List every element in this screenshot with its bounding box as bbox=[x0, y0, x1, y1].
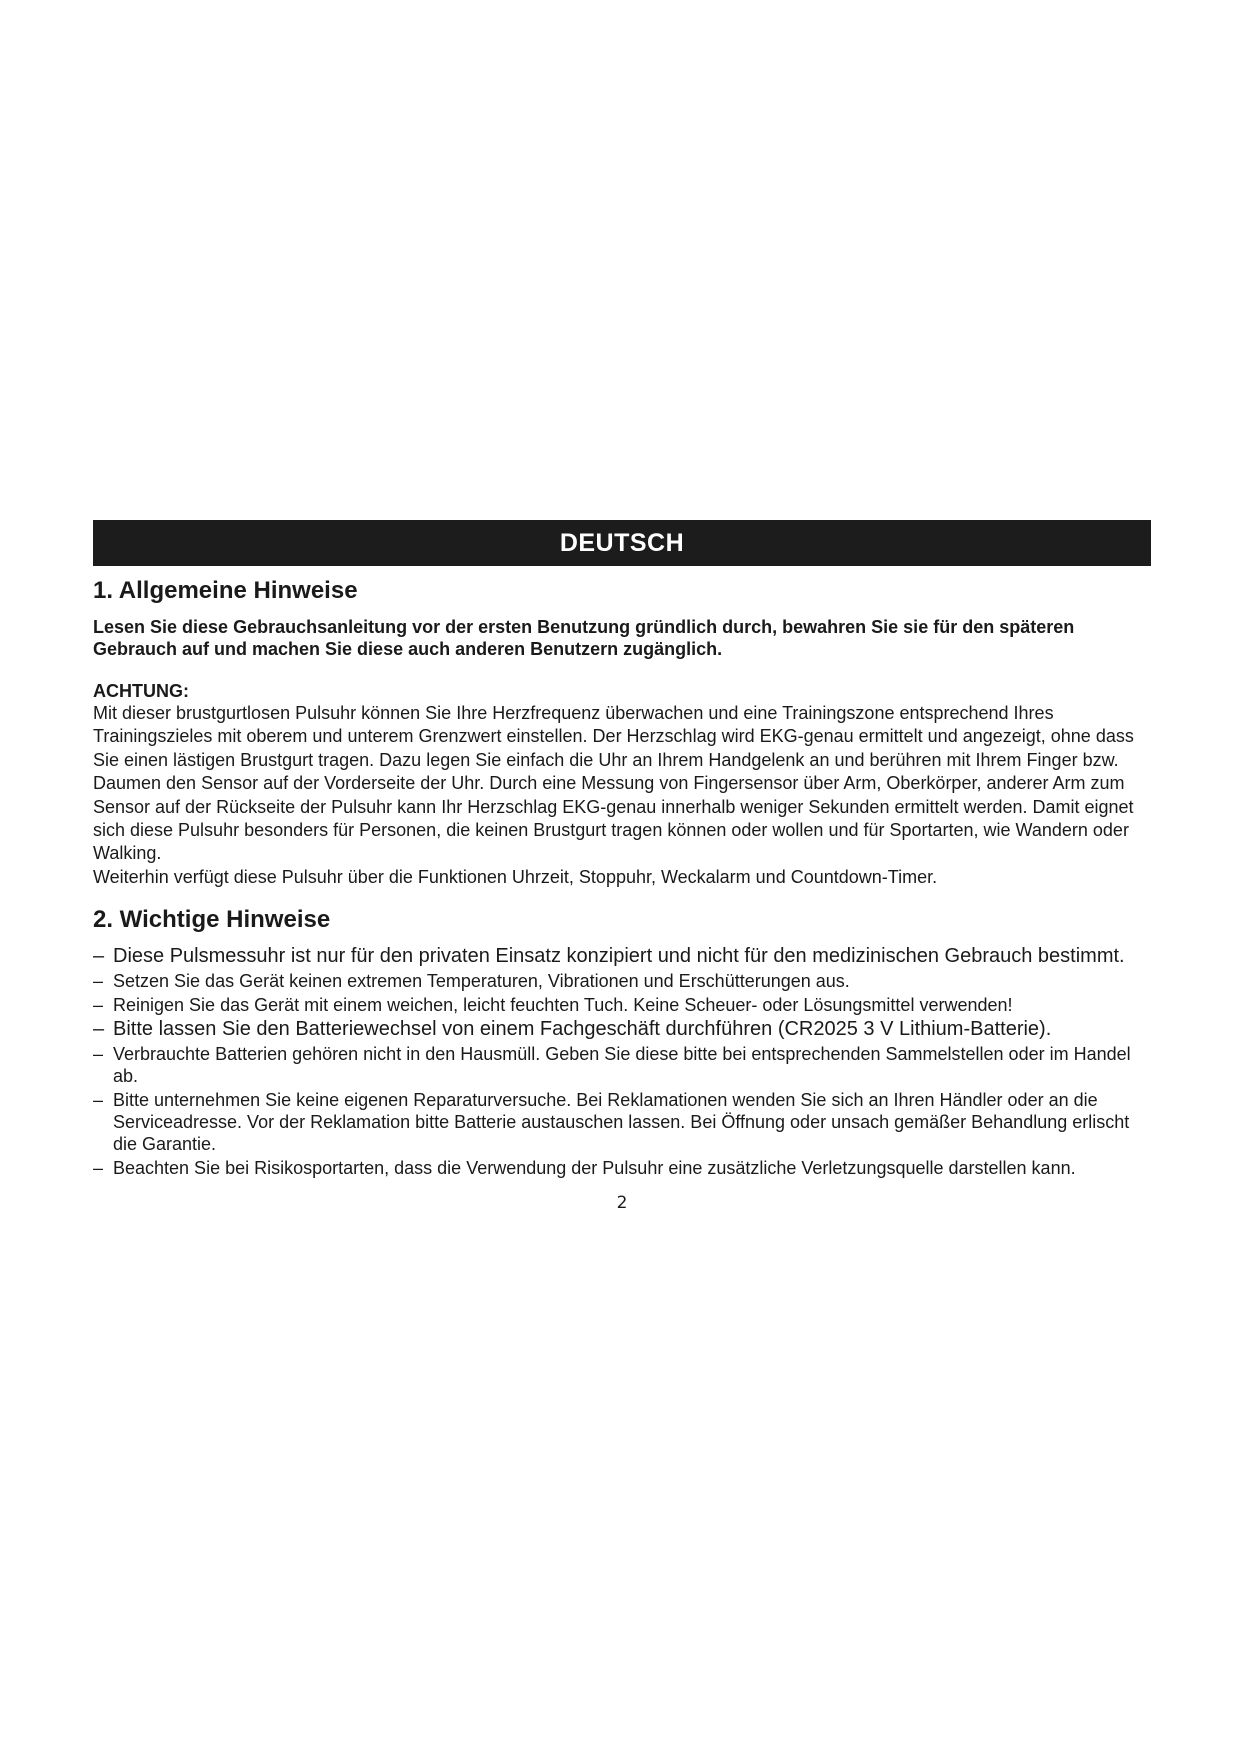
list-item-text: Verbrauchte Batterien gehören nicht in den Hausmüll. Geben Sie diese bitte bei entsprechenden Sammelstellen oder im Handel ab. bbox=[113, 1044, 1131, 1087]
list-item bbox=[93, 1018, 1151, 1041]
document-body bbox=[93, 520, 1151, 1213]
language-banner: DEUTSCH bbox=[93, 520, 1151, 566]
dash-icon: – bbox=[93, 995, 104, 1016]
list-item bbox=[93, 1157, 1151, 1179]
important-notes-list bbox=[93, 945, 1151, 1179]
dash-icon: – bbox=[93, 1090, 104, 1111]
section-2-title: 2. Wichtige Hinweise bbox=[93, 906, 331, 934]
dash-icon: – bbox=[93, 1018, 105, 1041]
list-item-text: Bitte lassen Sie den Batteriewechsel von einem Fachgeschäft durchführen (CR2025 3 V Lithium-Batterie). bbox=[113, 1018, 1052, 1041]
section-1-intro: Lesen Sie diese Gebrauchsanleitung vor der ersten Benutzung gründlich durch, bewahren Sie sie für den späteren Gebrauch auf und machen Sie diese auch anderen Benutzern zugänglich. bbox=[93, 617, 1075, 659]
list-item bbox=[93, 1043, 1151, 1087]
dash-icon: – bbox=[93, 1158, 104, 1179]
list-item-text: Setzen Sie das Gerät keinen extremen Temperaturen, Vibrationen und Erschütterungen aus. bbox=[113, 971, 850, 992]
section-1-title: 1. Allgemeine Hinweise bbox=[93, 577, 358, 604]
dash-icon: – bbox=[93, 1044, 104, 1065]
list-item bbox=[93, 994, 1151, 1016]
warning-label: ACHTUNG: bbox=[93, 681, 189, 701]
list-item-text: Bitte unternehmen Sie keine eigenen Reparaturversuche. Bei Reklamationen wenden Sie sich an Ihren Händler oder an die Serviceadresse. Vor der Reklamation bitte Batterie austauschen lassen. Bei Öffnung oder unsach gemäßer Behandlung erlischt die Garantie. bbox=[113, 1090, 1130, 1155]
dash-icon: – bbox=[93, 945, 105, 968]
list-item-text: Beachten Sie bei Risikosportarten, dass die Verwendung der Pulsuhr eine zusätzliche Verletzungsquelle darstellen kann. bbox=[113, 1158, 1076, 1179]
page-number: 2 bbox=[616, 1193, 628, 1214]
warning-text: Mit dieser brustgurtlosen Pulsuhr können Sie Ihre Herzfrequenz überwachen und eine Trainingszone entsprechend Ihres Trainingszieles mit oberem und unterem Grenzwert einstellen. Der Herzschlag wird EKG-genau ermittelt und angezeigt, ohne dass Sie einen lästigen Brustgurt tragen. Dazu legen Sie einfach die Uhr an Ihrem Handgelenk an und berühren mit Ihrem Finger bzw. Daumen den Sensor auf der Vorderseite der Uhr. Durch eine Messung von Fingersensor über Arm, Oberkörper, anderer Arm zum Sensor auf der Rückseite der Pulsuhr kann Ihr Herzschlag EKG-genau innerhalb weniger Sekunden ermittelt werden. Damit eignet sich diese Pulsuhr besonders für Personen, die keinen Brustgurt tragen können oder wollen und für Sportarten, wie Wandern oder Walking. bbox=[93, 703, 1134, 864]
dash-icon: – bbox=[93, 971, 104, 992]
list-item-text: Diese Pulsmessuhr ist nur für den privaten Einsatz konzipiert und nicht für den medizinischen Gebrauch bestimmt. bbox=[113, 945, 1125, 968]
list-item bbox=[93, 1089, 1151, 1155]
list-item bbox=[93, 945, 1151, 968]
list-item-text: Reinigen Sie das Gerät mit einem weichen, leicht feuchten Tuch. Keine Scheuer- oder Lösungsmittel verwenden! bbox=[113, 995, 1013, 1016]
list-item bbox=[93, 970, 1151, 992]
features-text: Weiterhin verfügt diese Pulsuhr über die Funktionen Uhrzeit, Stoppuhr, Weckalarm und Countdown-Timer. bbox=[93, 866, 938, 887]
